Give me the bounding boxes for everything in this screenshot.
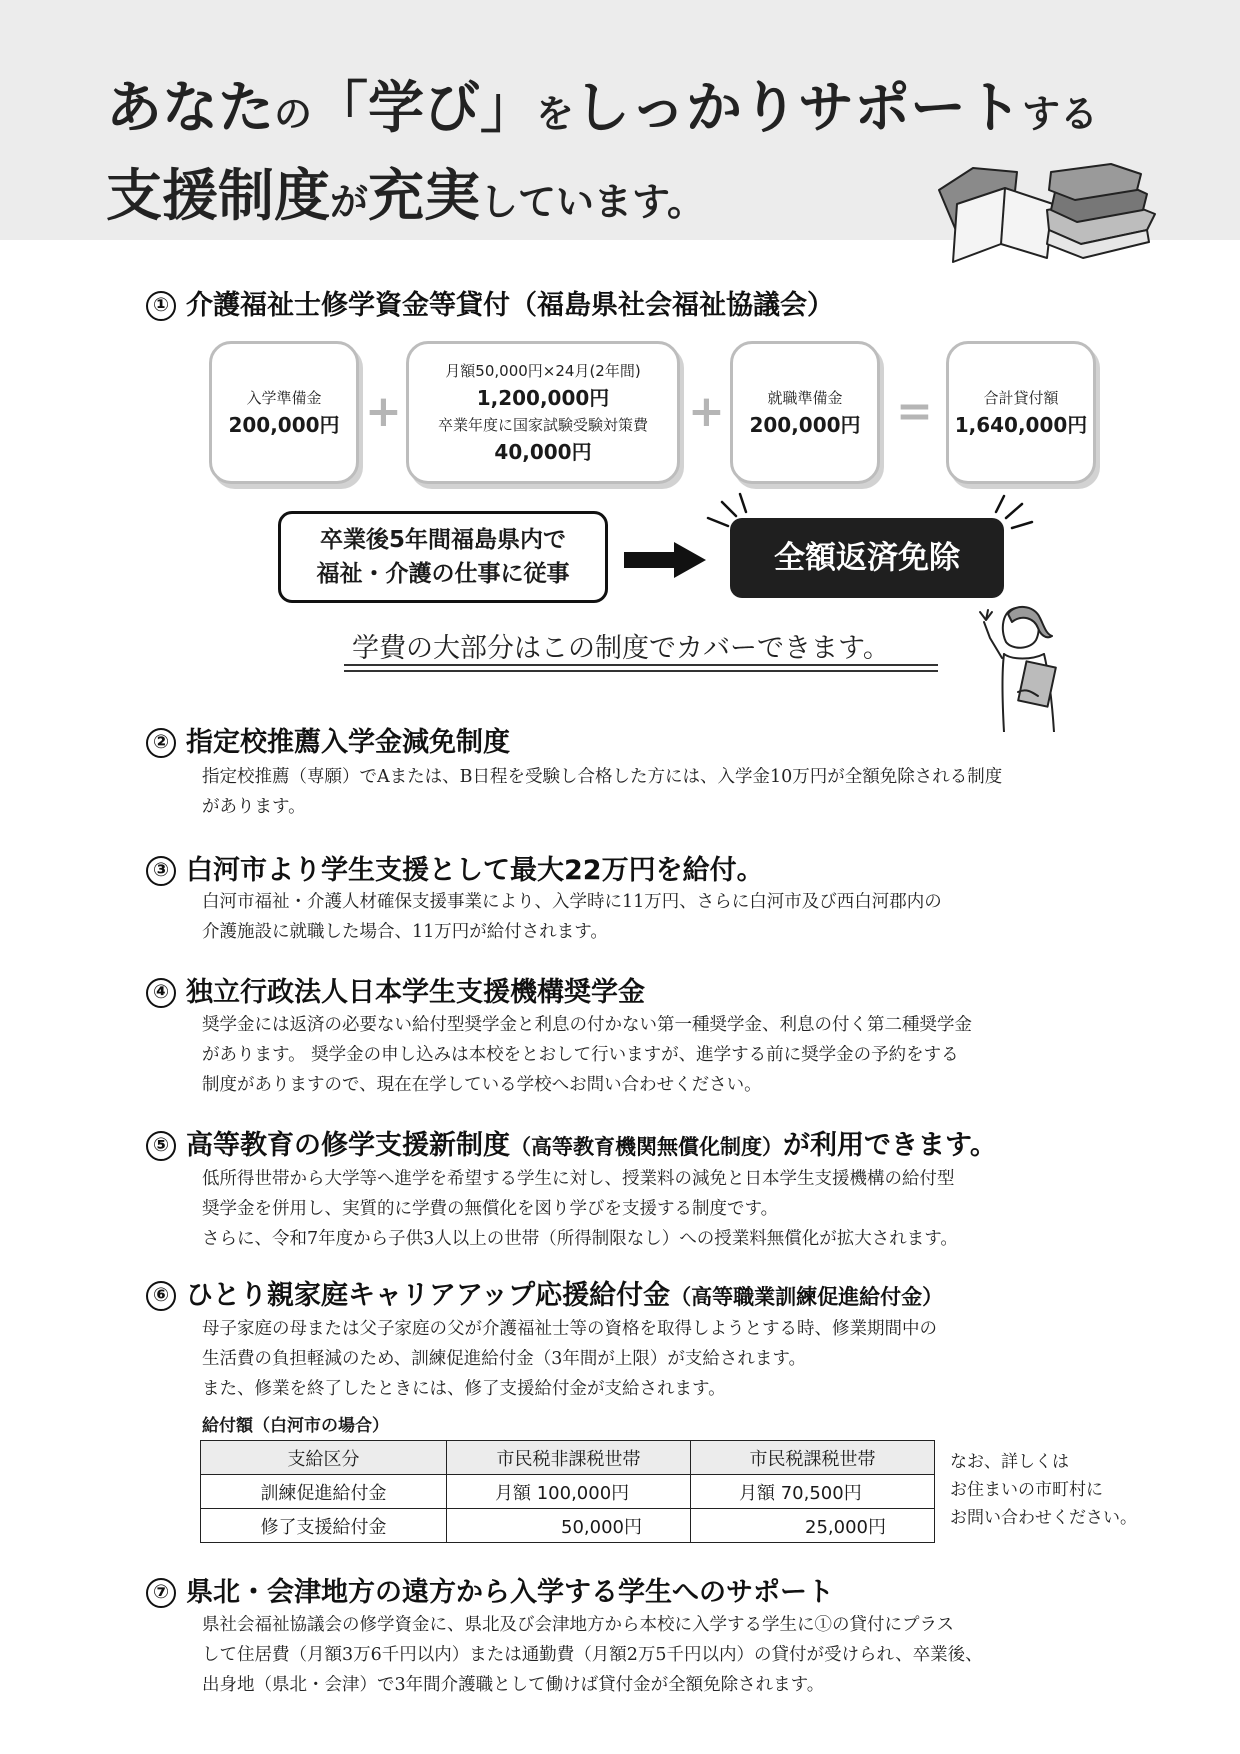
section-5-title: ⑤ 高等教育の修学支援新制度（高等教育機関無償化制度）が利用できます。 [146,1123,997,1162]
monthly-loan-box: 月額50,000円×24月(2年間) 1,200,000円 卒業年度に国家試験受験対策費 40,000円 [406,341,680,484]
table-cell: 月額 100,000円 [447,1475,691,1509]
equals-sign: = [896,386,933,437]
entrance-fund-box: 入学準備金 200,000円 [209,341,359,484]
plus-sign: + [688,386,725,437]
grant-table [200,1440,935,1543]
table-cell: 25,000円 [691,1509,935,1543]
job-prep-fund-box: 就職準備金 200,000円 [730,341,880,484]
coverage-note: 学費の大部分はこの制度でカバーできます。 [352,633,890,664]
table-header: 支給区分 [201,1441,447,1475]
section-3-title: ③ 白河市より学生支援として最大22万円を給付。 [146,848,764,887]
section-1-title: ① 介護福祉士修学資金等貸付（福島県社会福祉協議会） [146,283,834,322]
table-header: 市民税課税世帯 [691,1441,935,1475]
main-title-line-2: 支援制度が充実しています。 [106,164,705,229]
double-underline [344,670,938,672]
section-3-body: 白河市福祉・介護人材確保支援事業により、入学時に11万円、さらに白河市及び西白河郡内の 介護施設に就職した場合、11万円が給付されます。 [202,892,942,942]
section-2-body: 指定校推薦（専願）でAまたは、B日程を受験し合格した方には、入学金10万円が全額免除される制度 があります。 [202,767,1003,817]
table-cell: 訓練促進給付金 [201,1475,447,1509]
plus-sign: + [365,386,402,437]
condition-box: 卒業後5年間福島県内で 福祉・介護の仕事に従事 [278,511,608,603]
section-5-body: 低所得世帯から大学等へ進学を希望する学生に対し、授業料の減免と日本学生支援機構の給付型 奨学金を併用し、実質的に学費の無償化を図り学びを支援する制度です。 さらに、令和7年度から子供3人以上の世帯（所得制限なし）への授業料無償化が拡大されます。 [202,1169,958,1249]
table-cell: 修了支援給付金 [201,1509,447,1543]
table-cell: 50,000円 [447,1509,691,1543]
table-row [201,1509,935,1543]
inquiry-note: なお、詳しくは お住まいの市町村に お問い合わせください。 [950,1452,1137,1528]
section-7-title: ⑦ 県北・会津地方の遠方から入学する学生へのサポート [146,1570,834,1609]
table-row [201,1475,935,1509]
section-6-body: 母子家庭の母または父子家庭の父が介護福祉士等の資格を取得しようとする時、修業期間中の 生活費の負担軽減のため、訓練促進給付金（3年間が上限）が支給されます。 また、修業を終了したときには、修了支援給付金が支給されます。 [202,1319,937,1399]
section-4-title: ④ 独立行政法人日本学生支援機構奨学金 [146,970,645,1009]
table-header-row [201,1441,935,1475]
full-exemption-badge: 全額返済免除 [730,518,1004,598]
books-illustration [935,160,1160,270]
section-2-title: ② 指定校推薦入学金減免制度 [146,720,510,759]
total-loan-box: 合計貸付額 1,640,000円 [946,341,1096,484]
section-7-body: 県社会福祉協議会の修学資金に、県北及び会津地方から本校に入学する学生に①の貸付にプラス して住居費（月額3万6千円以内）または通勤費（月額2万5千円以内）の貸付が受けられ、卒業後、 出身地（県北・会津）で3年間介護職として働けば貸付金が全額免除されます。 [202,1615,983,1695]
table-cell: 月額 70,500円 [691,1475,935,1509]
double-underline [344,664,938,666]
main-title-line-1: あなたの「学び」をしっかりサポートする [106,76,1099,141]
section-6-title: ⑥ ひとり親家庭キャリアアップ応援給付金（高等職業訓練促進給付金） [146,1273,943,1312]
grant-table-caption: 給付額（白河市の場合） [202,1416,389,1436]
section-4-body: 奨学金には返済の必要ない給付型奨学金と利息の付かない第一種奨学金、利息の付く第二種奨学金 があります。 奨学金の申し込みは本校をとおして行いますが、進学する前に奨学金の予約をする 制度がありますので、現在在学している学校へお問い合わせください。 [202,1015,972,1095]
table-header: 市民税非課税世帯 [447,1441,691,1475]
woman-illustration [972,600,1082,732]
arrow-right-icon [622,540,708,580]
